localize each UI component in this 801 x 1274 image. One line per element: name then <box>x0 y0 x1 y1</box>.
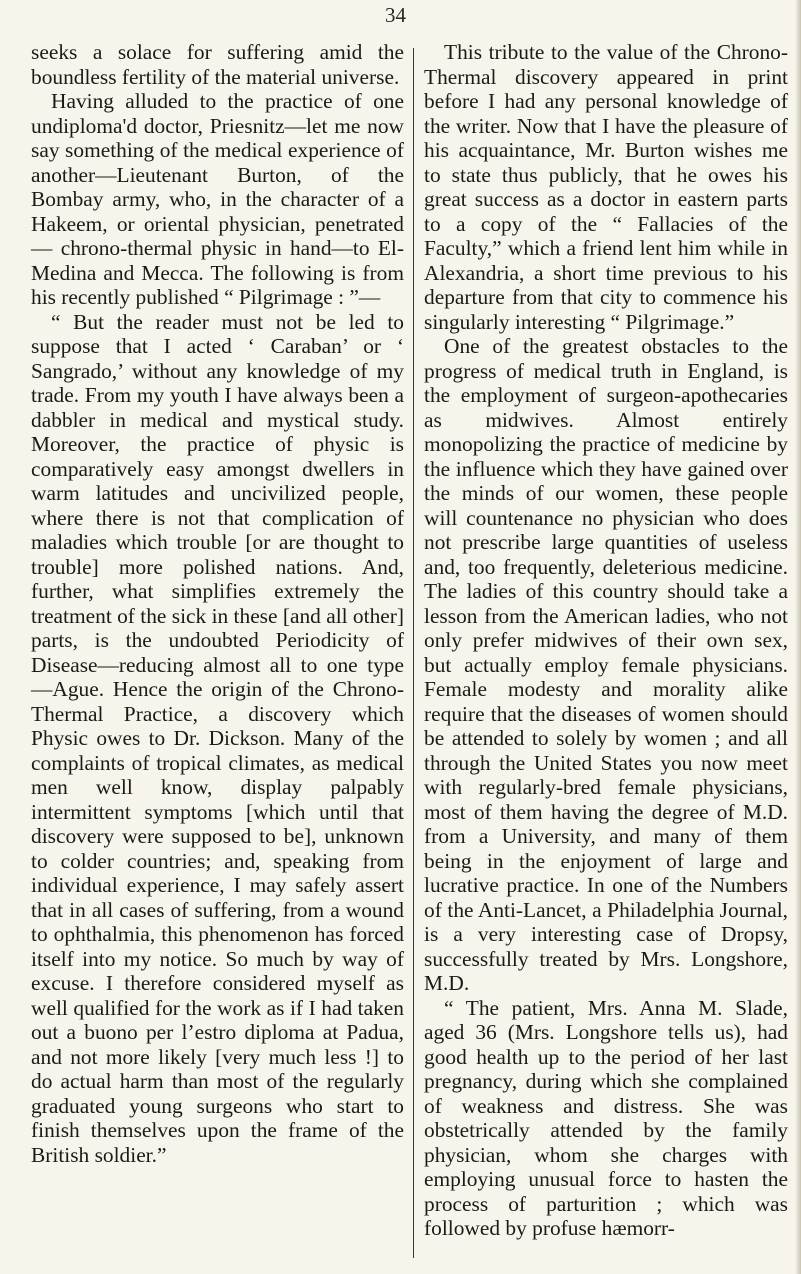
right-column <box>424 40 788 1241</box>
page-number: 34 <box>385 3 406 27</box>
left-paragraph-3: “ But the reader must not be led to suppose that I acted ‘ Caraban’ or ‘ Sangrado,’ without any knowledge of my trade. From my youth I have always been a dabbler in medical and mystical study. Moreover, the practice of physic is comparatively easy amongst dwellers in warm latitudes and uncivilized people, where there is not that complication of maladies which trouble [or are thought to trouble] more polished nations. And, further, what simplifies extremely the treatment of the sick in these [and all other] parts, is the undoubted Periodicity of Disease—reducing almost all to one type—Ague. Hence the origin of the Chrono-Thermal Practice, a discovery which Physic owes to Dr. Dickson. Many of the complaints of tropical climates, as medical men well know, display palpably intermittent symptoms [which until that discovery were supposed to be], unknown to colder countries; and, speaking from individual experience, I may safely assert that in all cases of suffering, from a wound to ophthalmia, this phenomenon has forced itself into my notice. So much by way of excuse. I therefore considered myself as well qualified for the work as if I had taken out a buono per l’estro diploma at Padua, and not more likely [very much less !] to do actual harm than most of the regularly graduated young surgeons who start to finish themselves upon the frame of the British soldier.” <box>31 309 405 1167</box>
right-paragraph-3: “ The patient, Mrs. Anna M. Slade, aged 36 (Mrs. Longshore tells us), had good health up to the period of her last pregnancy, during which she complained of weakness and distress. She was obstetrically attended by the family physician, whom she charges with employing unusual force to hasten the process of parturition ; which was followed by profuse hæmorr- <box>424 995 788 1240</box>
right-paragraph-1: This tribute to the value of the Chrono-Thermal discovery appeared in print before I had any personal knowledge of the writer. Now that I have the pleasure of his acquaintance, Mr. Burton wishes me to state thus publicly, that he owes his great success as a doctor in eastern parts to a copy of the “ Fallacies of the Faculty,” which a friend lent him while in Alexandria, a short time previous to his departure from that city to commence his singularly interesting “ Pilgrimage.” <box>424 40 788 334</box>
left-paragraph-2: Having alluded to the practice of one undiploma'd doctor, Priesnitz—let me now say something of the medical experience of another—Lieutenant Burton, of the Bombay army, who, in the character of a Hakeem, or oriental physician, penetrated — chrono-thermal physic in hand—to El-Medina and Mecca. The following is from his recently published “ Pilgrimage : ”— <box>31 89 404 309</box>
column-divider <box>413 48 414 1258</box>
left-paragraph-1: seeks a solace for suffering amid the boundless fertility of the material universe. <box>31 40 404 89</box>
right-paragraph-2: One of the greatest obstacles to the progress of medical truth in England, is the employment of surgeon-apothecaries as midwives. Almost entirely monopolizing the practice of medicine by the influence which they have gained over the minds of our women, these people will countenance no physician who does not prescribe large quantities of useless and, too frequently, deleterious medicine. The ladies of this country should take a lesson from the American ladies, who not only prefer midwives of their own sex, but actually employ female physicians. Female modesty and morality alike require that the diseases of women should be attended to solely by women ; and all through the United States you now meet with regularly-bred female physicians, most of them having the degree of M.D. from a University, and many of them being in the enjoyment of large and lucrative practice. In one of the Numbers of the Anti-Lancet, a Philadelphia Journal, is a very interesting case of Dropsy, successfully treated by Mrs. Longshore, M.D. <box>424 334 788 995</box>
page-edge-shadow <box>795 0 801 1274</box>
left-column <box>31 40 404 1167</box>
